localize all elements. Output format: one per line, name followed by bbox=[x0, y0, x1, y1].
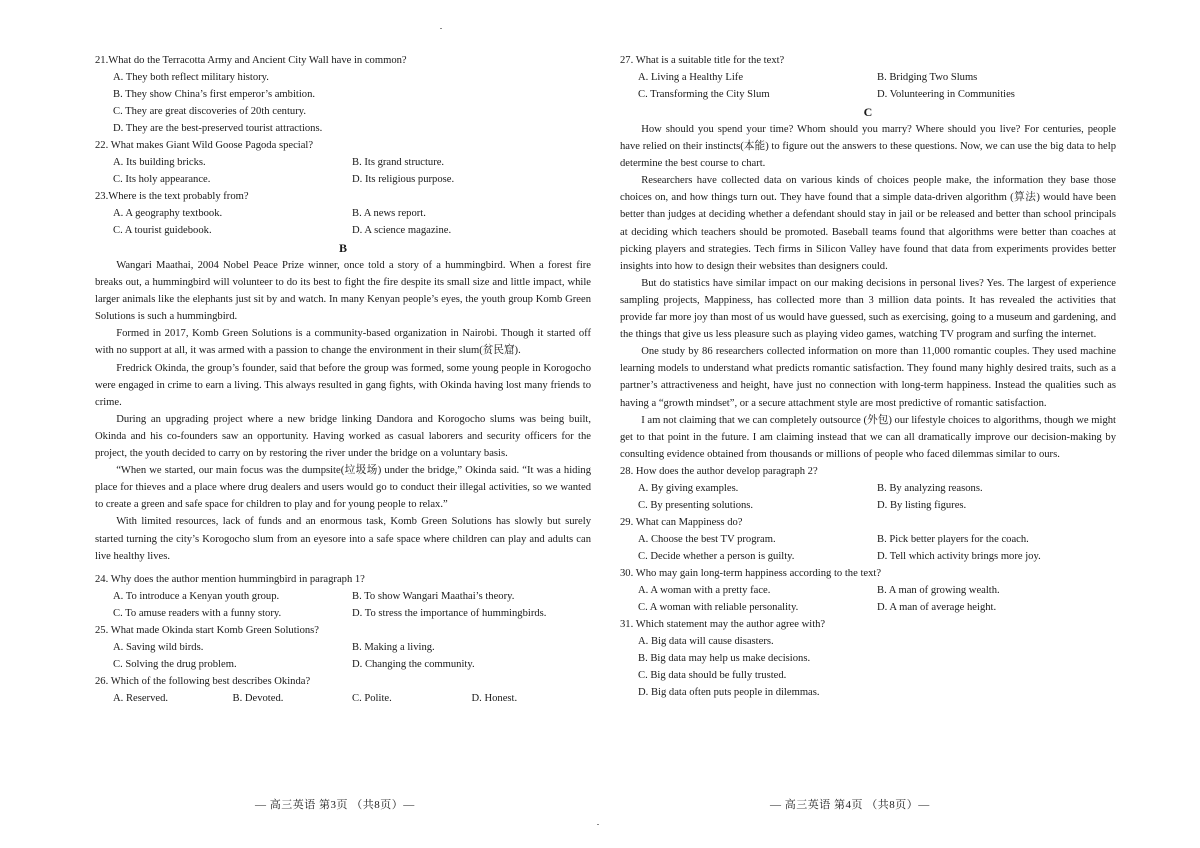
option: D. Changing the community. bbox=[352, 658, 475, 670]
passage-paragraph: During an upgrading project where a new bridge linking Dandora and Korogocho slums was being built, Okinda and his co-founders saw an opportunity. Having worked as casual laborers and security officers for the project, the youth decided to carry on by restoring the river under the bridge on a voluntary basis. bbox=[95, 413, 591, 460]
question-25 bbox=[95, 622, 591, 673]
option: A. Reserved. bbox=[113, 692, 169, 704]
page-3 bbox=[95, 52, 591, 707]
passage-paragraph: One study by 86 researchers collected information on more than 11,000 romantic couples. They used machine learning models to understand what predicts romantic satisfaction. They found many highly desired traits, such as a partner’s attractiveness and height, have just no connection with long-term happiness. Instead the qualities such as having a “growth mindset”, or a secure attachment style are most predictive of romantic satisfaction. bbox=[620, 346, 1116, 409]
options-grid bbox=[620, 531, 1116, 565]
question-23 bbox=[95, 188, 591, 239]
option: A. They both reflect military history. bbox=[113, 72, 269, 83]
passage-paragraph: How should you spend your time? Whom should you marry? Where should you live? For centuries, people have relied on their instincts(本能) to figure out the answers to these questions. Now, we can use the big data to help determine the best course to chart. bbox=[620, 124, 1116, 170]
question-29 bbox=[620, 514, 1116, 565]
question-22 bbox=[95, 137, 591, 188]
passage-paragraph: Wangari Maathai, 2004 Nobel Peace Prize winner, once told a story of a hummingbird. When a forest fire breaks out, a hummingbird will volunteer to do its best to fight the fire despite its small size and little impact, while larger animals like the elephants just sit by and watch. In many Kenyan people’s eyes, the youth group Komb Green Solutions is such a hummingbird. bbox=[95, 260, 591, 323]
passage-paragraph: Formed in 2017, Komb Green Solutions is a community-based organization in Nairobi. Though it started off with no support at all, it was armed with a passion to change the environment in their slum(贫民窟). bbox=[95, 328, 591, 357]
option: D. A man of average height. bbox=[877, 601, 997, 613]
options-grid bbox=[95, 588, 591, 622]
question-26 bbox=[95, 673, 591, 707]
option: B. Its grand structure. bbox=[352, 157, 445, 168]
question-24 bbox=[95, 571, 591, 622]
option: D. To stress the importance of hummingbirds. bbox=[352, 607, 547, 619]
option: B. A man of growing wealth. bbox=[877, 584, 1000, 596]
question-text: 21.What do the Terracotta Army and Ancient City Wall have in common? bbox=[95, 55, 407, 66]
option: C. Its holy appearance. bbox=[113, 174, 211, 185]
passage-paragraph: Researchers have collected data on various kinds of choices people make, the information they base those choices on, and how things turn out. They have found that a simple data-driven algorithm (算法) would have been better than judges at deciding whether a defendant should stay in jail or be released and better than school principals at deciding which teachers should be promoted. Baseball teams found that algorithms were better than coaches at picking players and strategies. Tech firms in Silicon Valley have found that data from experiments provides better insights into how to design their websites than designers could. bbox=[620, 175, 1116, 272]
question-text: 28. How does the author develop paragraph 2? bbox=[620, 465, 818, 477]
option: A. To introduce a Kenyan youth group. bbox=[113, 590, 280, 602]
question-text: 22. What makes Giant Wild Goose Pagoda special? bbox=[95, 140, 314, 151]
option: D. Its religious purpose. bbox=[352, 174, 455, 185]
option: D. Volunteering in Communities bbox=[877, 89, 1015, 100]
option: D. Honest. bbox=[471, 692, 518, 704]
passage-paragraph: But do statistics have similar impact on our making decisions in personal lives? Yes. The largest of experience sampling projects, Mappiness, has collected more than 3 million data points. It has revealed the activities that provide far more joy than most of us would have guessed, such as exercising, going to a museum and gardening, and the things that give us less pleasure such as playing video games, watching TV program and surfing the internet. bbox=[620, 277, 1116, 341]
passage-paragraph: With limited resources, lack of funds and an enormous task, Komb Green Solutions has slowly but surely started turning the city’s Korogocho slum from an eyesore into a safe space where children can play and adults can live healthy lives. bbox=[95, 516, 591, 562]
option: C. A tourist guidebook. bbox=[113, 225, 212, 236]
question-30 bbox=[620, 565, 1116, 616]
question-text: 29. What can Mappiness do? bbox=[620, 516, 743, 528]
option: D. Big data often puts people in dilemmas. bbox=[638, 686, 820, 698]
page-4 bbox=[620, 52, 1116, 701]
option: B. They show China’s first emperor’s ambition. bbox=[113, 89, 316, 100]
question-27 bbox=[620, 52, 1116, 103]
option: D. A science magazine. bbox=[352, 225, 452, 236]
option: B. Devoted. bbox=[232, 692, 284, 704]
option: C. Decide whether a person is guilty. bbox=[638, 550, 795, 562]
option: A. Saving wild birds. bbox=[113, 641, 204, 653]
option: B. To show Wangari Maathai’s theory. bbox=[352, 590, 515, 602]
question-21 bbox=[95, 52, 591, 137]
option: A. Choose the best TV program. bbox=[638, 533, 776, 545]
option: D. By listing figures. bbox=[877, 499, 967, 511]
scan-mark bbox=[440, 28, 442, 29]
option: C. Polite. bbox=[352, 692, 392, 704]
page-footer: — 高三英语 第4页 （共8页）— bbox=[770, 799, 930, 811]
option: B. Bridging Two Slums bbox=[877, 72, 978, 83]
option: C. Big data should be fully trusted. bbox=[638, 669, 787, 681]
question-28 bbox=[620, 463, 1116, 514]
options-grid bbox=[620, 582, 1116, 616]
question-31 bbox=[620, 616, 1116, 701]
option: A. A woman with a pretty face. bbox=[638, 584, 771, 596]
option: D. They are the best-preserved tourist attractions. bbox=[113, 123, 323, 134]
option: D. Tell which activity brings more joy. bbox=[877, 550, 1041, 562]
option: B. A news report. bbox=[352, 208, 426, 219]
options-grid bbox=[95, 154, 591, 188]
section-heading-b: B bbox=[338, 241, 347, 255]
option: A. Living a Healthy Life bbox=[638, 72, 744, 83]
question-text: 30. Who may gain long-term happiness according to the text? bbox=[620, 567, 882, 579]
option: B. By analyzing reasons. bbox=[877, 482, 983, 494]
options-grid bbox=[620, 69, 1116, 103]
question-text: 27. What is a suitable title for the text? bbox=[620, 55, 785, 66]
passage-paragraph: “When we started, our main focus was the dumpsite(垃圾场) under the bridge,” Okinda said. “It was a hiding place for thieves and a place where drug dealers and users would go to conduct their illegal activities, so we wanted to create a green and safe space for children to play and for young people to relax.” bbox=[95, 465, 591, 511]
option: B. Big data may help us make decisions. bbox=[638, 652, 811, 664]
section-heading-c: C bbox=[863, 105, 873, 119]
option: C. Transforming the City Slum bbox=[638, 89, 770, 100]
question-text: 24. Why does the author mention hummingbird in paragraph 1? bbox=[95, 573, 365, 585]
option: C. By presenting solutions. bbox=[638, 499, 754, 511]
passage-b bbox=[95, 257, 591, 565]
options-grid bbox=[620, 480, 1116, 514]
options-grid bbox=[95, 205, 591, 239]
passage-paragraph: I am not claiming that we can completely outsource (外包) our lifestyle choices to algorithms, though we might get to that point in the future. I am claiming instead that we can all dramatically improve our decision-making by consulting evidence obtained from thousands or millions of people who faced dilemmas similar to ours. bbox=[620, 414, 1116, 460]
option: B. Pick better players for the coach. bbox=[877, 533, 1029, 545]
question-text: 23.Where is the text probably from? bbox=[95, 191, 249, 202]
option: C. To amuse readers with a funny story. bbox=[113, 607, 282, 619]
question-text: 25. What made Okinda start Komb Green Solutions? bbox=[95, 624, 319, 636]
passage-paragraph: Fredrick Okinda, the group’s founder, said that before the group was formed, some young people in Korogocho were engaged in crime to earn a living. This always resulted in gang fights, with Okinda having lost many friends to crime. bbox=[95, 362, 591, 408]
option: B. Making a living. bbox=[352, 641, 435, 653]
question-text: 31. Which statement may the author agree with? bbox=[620, 618, 826, 630]
options-grid bbox=[95, 639, 591, 673]
options-row bbox=[95, 690, 591, 707]
option: C. Solving the drug problem. bbox=[113, 658, 237, 670]
scan-mark bbox=[597, 824, 599, 825]
option: A. By giving examples. bbox=[638, 482, 739, 494]
question-text: 26. Which of the following best describes Okinda? bbox=[95, 675, 311, 687]
option: A. Big data will cause disasters. bbox=[638, 635, 774, 647]
page-footer: — 高三英语 第3页 （共8页）— bbox=[255, 799, 415, 811]
option: A. Its building bricks. bbox=[113, 157, 206, 168]
passage-c bbox=[620, 121, 1116, 463]
option: C. A woman with reliable personality. bbox=[638, 601, 799, 613]
option: A. A geography textbook. bbox=[113, 208, 223, 219]
option: C. They are great discoveries of 20th century. bbox=[113, 106, 306, 117]
